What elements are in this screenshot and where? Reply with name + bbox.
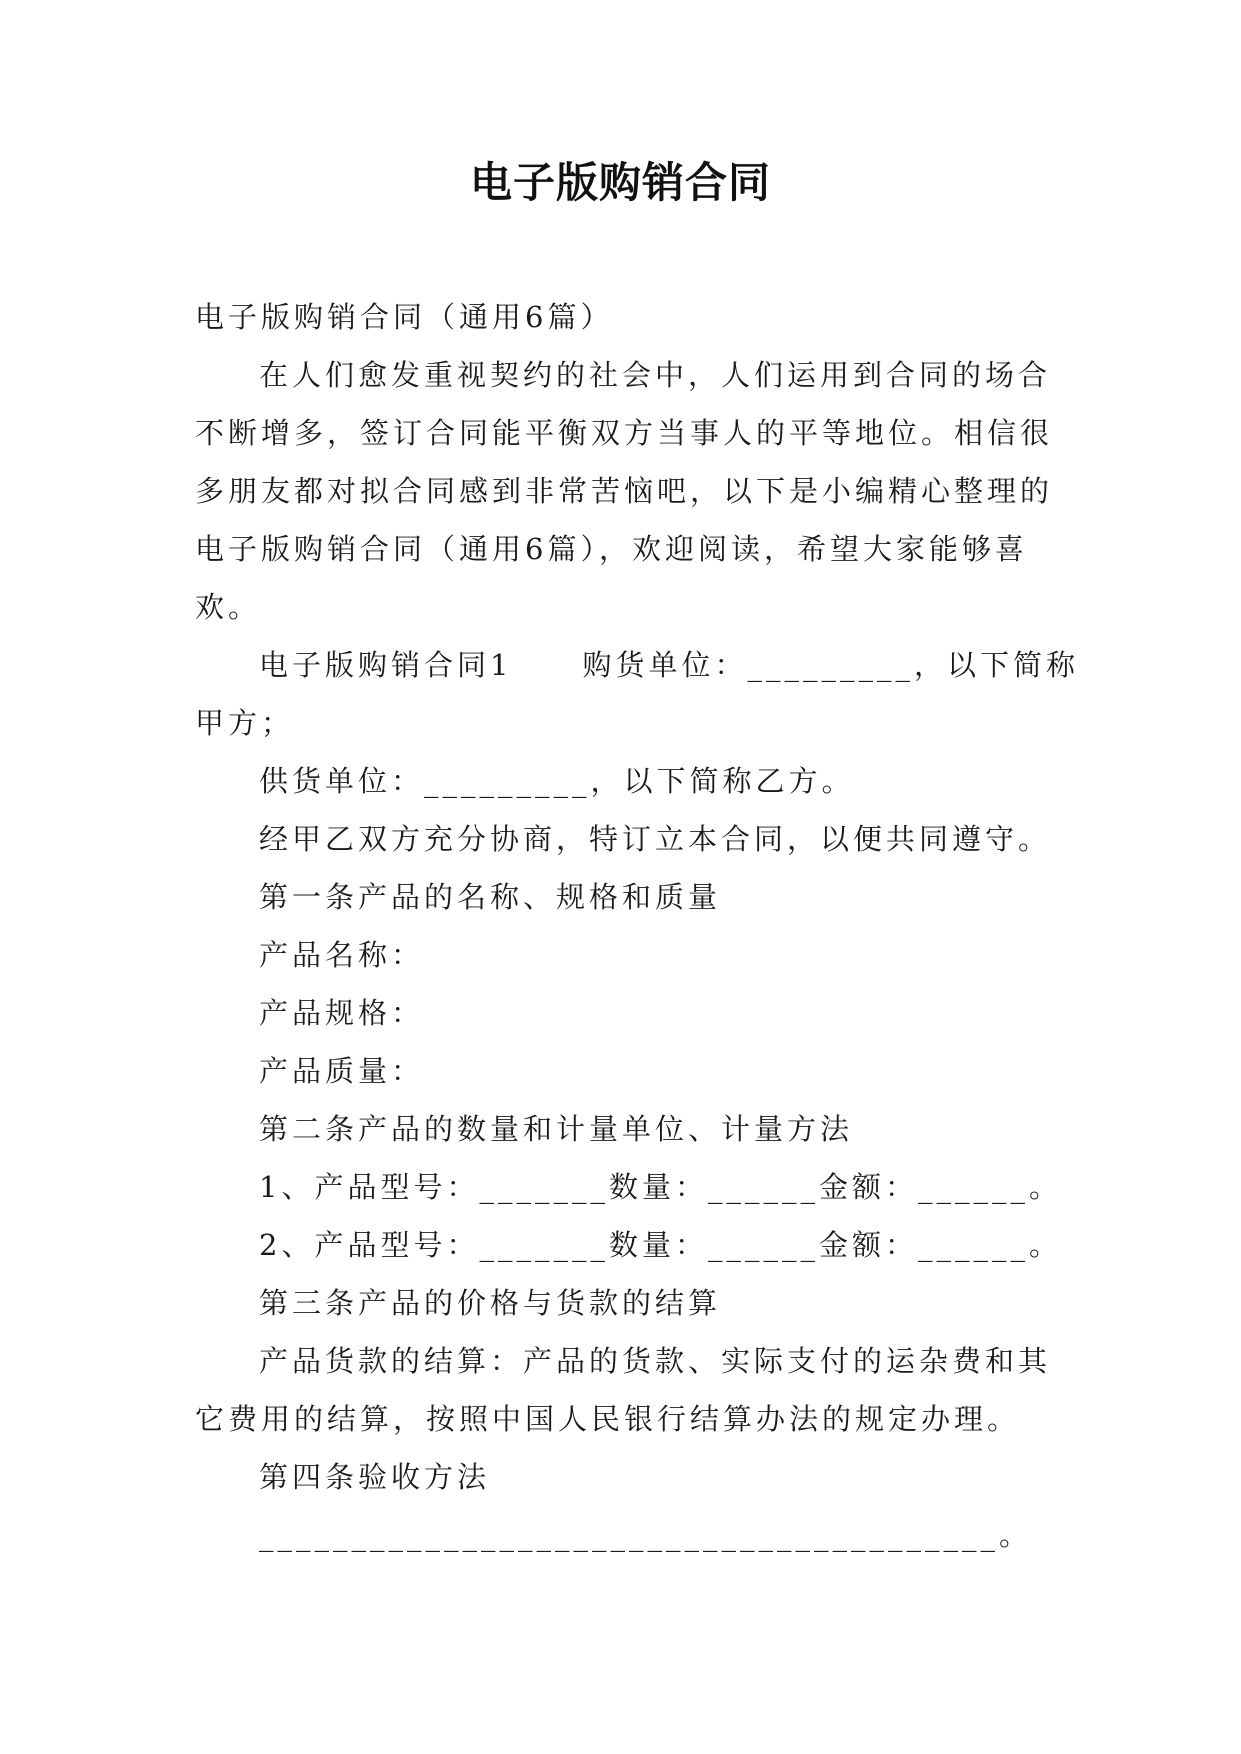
paragraph-line: 欢。 [195, 590, 262, 624]
blank-fill-line: ________________________________________。 [259, 1518, 1033, 1552]
product-quality-field: 产品质量： [259, 1054, 425, 1088]
article-heading: 第四条验收方法 [259, 1460, 491, 1494]
contract-heading: 电子版购销合同1 [259, 648, 513, 682]
article-heading: 第三条产品的价格与货款的结算 [259, 1286, 722, 1320]
document-body [195, 288, 1079, 1564]
paragraph-line: 电子版购销合同（通用6篇），欢迎阅读，希望大家能够喜 [195, 532, 1028, 566]
paragraph-line: 在人们愈发重视契约的社会中，人们运用到合同的场合 [259, 358, 1052, 392]
paragraph-line: 它费用的结算，按照中国人民银行结算办法的规定办理。 [195, 1402, 1021, 1436]
product-row: 2、产品型号：_______数量：______金额：______。 [259, 1228, 1062, 1262]
paragraph-line: 产品货款的结算：产品的货款、实际支付的运杂费和其 [259, 1344, 1052, 1378]
contract-heading-line [195, 636, 1079, 694]
paragraph-line: 甲方； [195, 706, 295, 740]
product-row: 1、产品型号：_______数量：______金额：______。 [259, 1170, 1062, 1204]
paragraph-line: 不断增多，签订合同能平衡双方当事人的平等地位。相信很 [195, 416, 1054, 450]
paragraph-line: 多朋友都对拟合同感到非常苦恼吧，以下是小编精心整理的 [195, 474, 1054, 508]
product-name-field: 产品名称： [259, 938, 425, 972]
supplier-field: 供货单位：_________，以下简称乙方。 [259, 764, 855, 798]
product-spec-field: 产品规格： [259, 996, 425, 1030]
document-title: 电子版购销合同 [469, 158, 771, 207]
subtitle-line: 电子版购销合同（通用6篇） [195, 300, 614, 334]
article-heading: 第二条产品的数量和计量单位、计量方法 [259, 1112, 854, 1146]
buyer-field: 购货单位：_________，以下简称 [582, 648, 1079, 682]
article-heading: 第一条产品的名称、规格和质量 [259, 880, 722, 914]
paragraph-line: 经甲乙双方充分协商，特订立本合同，以便共同遵守。 [259, 822, 1052, 856]
